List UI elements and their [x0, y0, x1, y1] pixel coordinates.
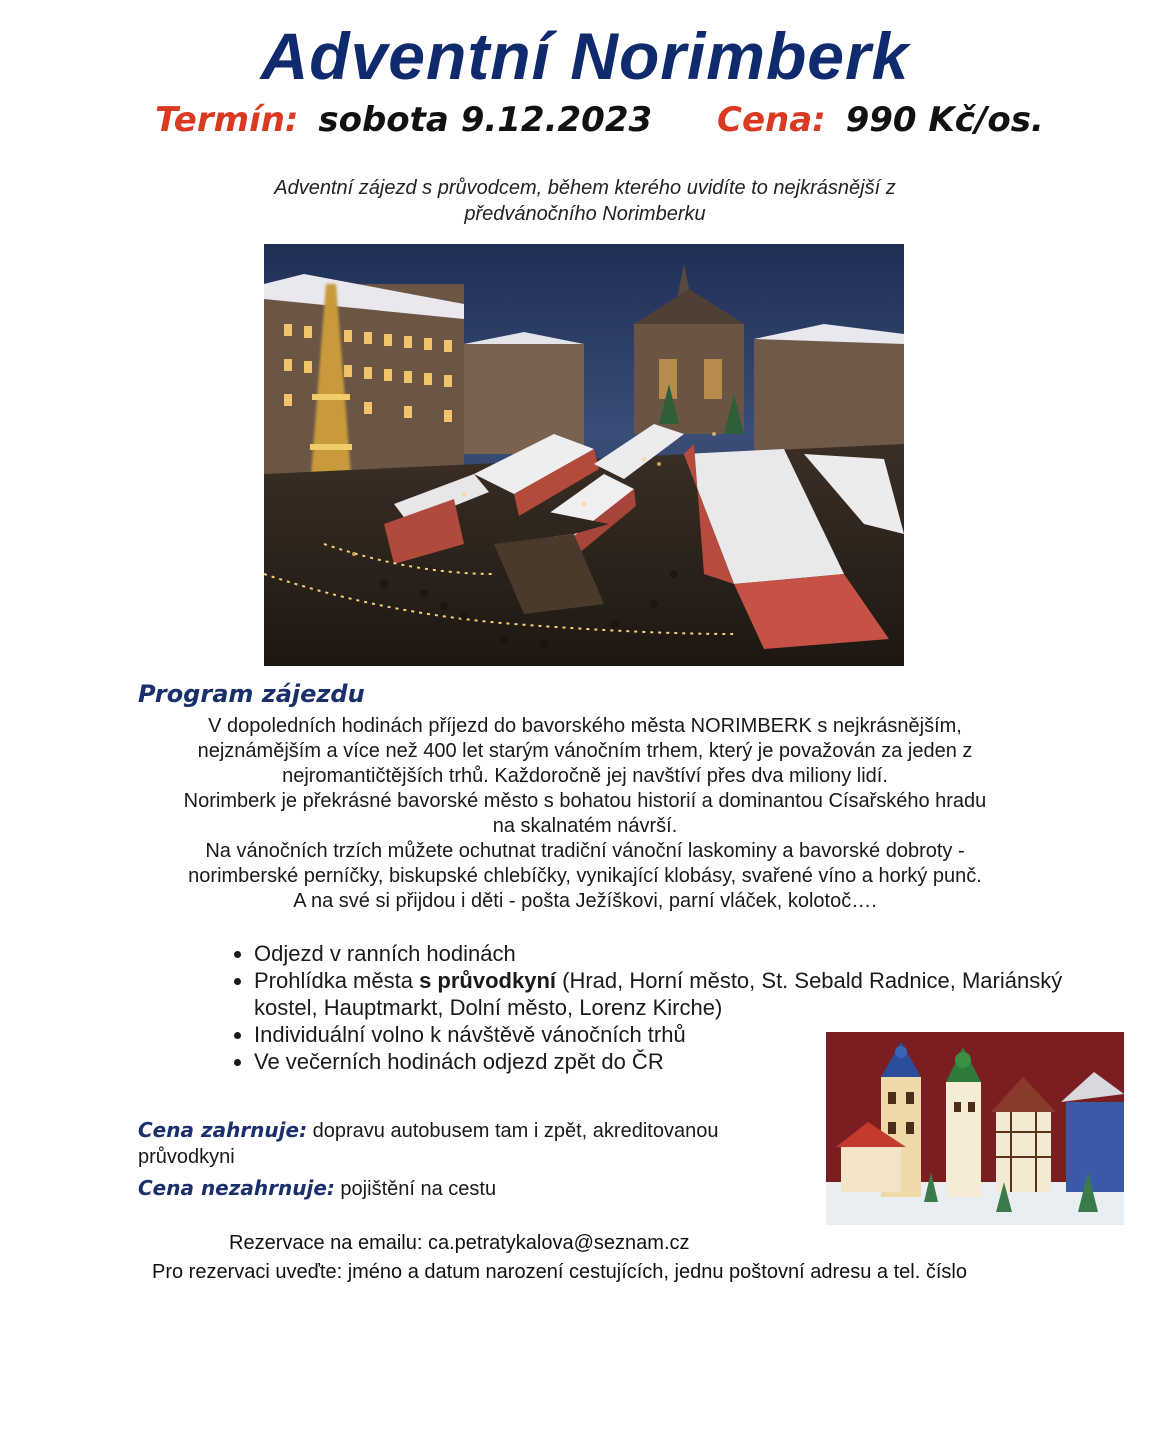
program-line: A na své si přijdou i děti - pošta Ježíškovi, parní vláček, kolotoč…. — [293, 890, 877, 912]
intro-text — [180, 175, 990, 227]
program-text — [120, 714, 1050, 914]
program-line: Na vánočních trzích můžete ochutnat tradiční vánoční laskominy a bavorské dobroty - — [205, 840, 965, 862]
excludes-text: pojištění na cestu — [334, 1178, 497, 1200]
program-line: Norimberk je překrásné bavorské město s bohatou historií a dominantou Císařského hradu — [183, 790, 987, 812]
program-line: nejznámějším a více než 400 let starým vánočním trhem, který je považován za jeden z — [197, 740, 973, 762]
christmas-houses-photo — [826, 1032, 1124, 1225]
price-label: Cena: — [717, 100, 826, 140]
christmas-market-photo — [264, 244, 904, 666]
list-item-bold: s průvodkyní — [419, 968, 556, 993]
list-item: • Individuální volno k návštěvě vánočních trhů — [254, 1021, 1074, 1048]
excludes-label: Cena nezahrnuje: — [138, 1176, 335, 1200]
includes-label: Cena zahrnuje: — [138, 1118, 308, 1142]
termin-label: Termín: — [155, 100, 299, 140]
reservation-email: Rezervace na emailu: ca.petratykalova@seznam.cz — [229, 1232, 690, 1254]
list-item-text: Prohlídka města — [254, 968, 420, 993]
price-value: 990 Kč/os. — [845, 100, 1044, 140]
price-includes — [138, 1117, 778, 1170]
program-line: nejromantičtějších trhů. Každoročně jej navštíví přes dva miliony lidí. — [282, 765, 888, 787]
includes-text: dopravu autobusem tam i zpět, akreditovanou průvodkyni — [138, 1120, 719, 1168]
reservation-note: Pro rezervaci uveďte: jméno a datum narození cestujících, jednu poštovní adresu a tel. číslo — [152, 1261, 967, 1283]
page-title: Adventní Norimberk — [260, 19, 910, 93]
list-item-text: (Hrad, Horní město, St. Sebald Radnice, Mariánský kostel, Hauptmarkt, Dolní město, Lorenz Kirche) — [254, 968, 1063, 1020]
intro-line: Adventní zájezd s průvodcem, během kterého uvidíte to nejkrásnější z — [274, 177, 896, 199]
program-line: na skalnatém návrší. — [492, 815, 678, 837]
program-heading: Program zájezdu — [138, 680, 365, 708]
intro-line: předvánočního Norimberku — [464, 203, 706, 225]
list-item: • Odjezd v ranních hodinách — [254, 940, 1074, 967]
list-item: • Ve večerních hodinách odjezd zpět do ČR — [254, 1048, 1074, 1075]
program-line: norimberské perníčky, biskupské chlebíčky, vynikající klobásy, svařené víno a horký punč. — [188, 865, 982, 887]
price-excludes — [138, 1175, 778, 1202]
program-line: V dopoledních hodinách příjezd do bavorského města NORIMBERK s nejkrásnějším, — [208, 715, 962, 737]
termin-row — [155, 100, 652, 140]
termin-value: sobota 9.12.2023 — [318, 100, 653, 140]
price-row — [717, 100, 1044, 140]
list-item — [254, 967, 1074, 1021]
